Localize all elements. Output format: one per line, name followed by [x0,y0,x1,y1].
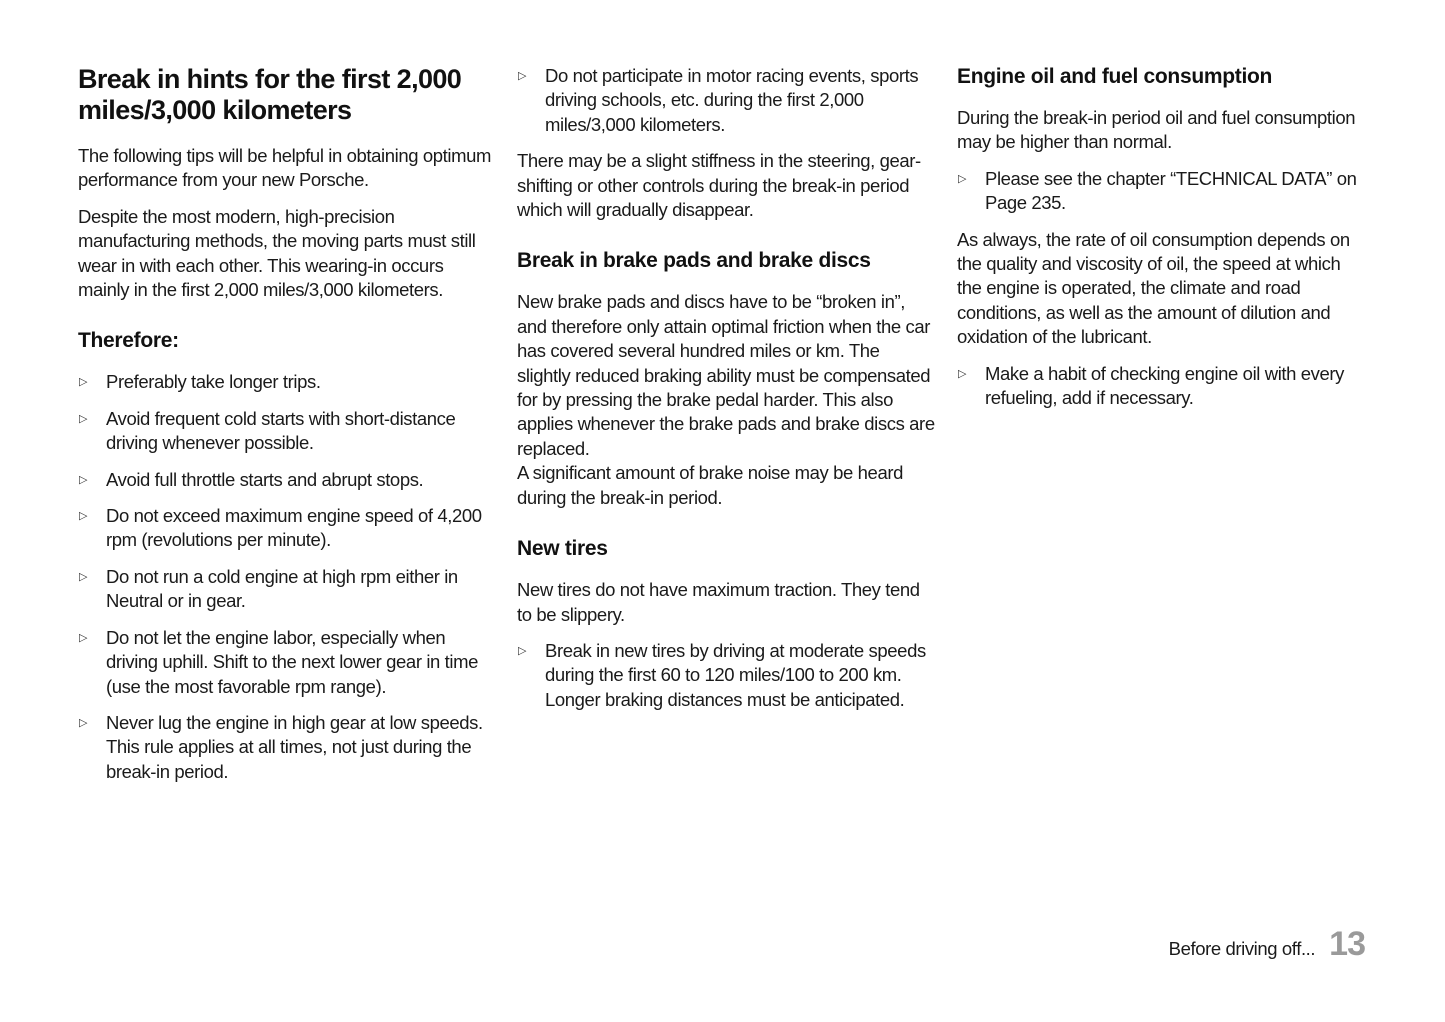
triangle-right-icon: ▷ [958,367,967,380]
oil-check-bullet-list [957,362,1369,411]
oil-fuel-heading: Engine oil and fuel consumption [957,65,1273,88]
triangle-right-icon: ▷ [79,510,88,523]
list-item: ▷ Do not exceed maximum engine speed of 4,200 rpm (revolutions per minute). [79,505,482,551]
list-item: ▷ Break in new tires by driving at moderate speeds during the first 60 to 120 miles/100 to 200 km. Longer braking distances must be anticipated. [518,639,926,710]
triangle-right-icon: ▷ [79,631,88,644]
triangle-right-icon: ▷ [79,716,88,729]
tires-heading: New tires [517,537,608,561]
brakes-paragraph: New brake pads and discs have to be “broken in”, and therefore only attain optimal friction when the car has covered several hundred miles or km. The slightly reduced braking ability must be compensated for by pressing the brake pedal harder. This also applies whenever the brake pads and brake discs are replaced. [517,291,935,459]
list-item: ▷ Do not run a cold engine at high rpm either in Neutral or in gear. [79,565,458,612]
stiffness-paragraph: There may be a slight stiffness in the steering, gear-shifting or other controls during the break-in period which will gradually disappear. [517,150,921,221]
brakes-noise-paragraph: A significant amount of brake noise may be heard during the break-in period. [517,462,903,508]
technical-data-bullet-list [957,167,1369,216]
triangle-right-icon: ▷ [518,70,527,82]
column-2 [517,60,935,724]
list-item: ▷ Please see the chapter “TECHNICAL DATA” on Page 235. [958,167,1357,214]
list-item: ▷ Do not participate in motor racing events, sports driving schools, etc. during the first 2,000 miles/3,000 kilometers. [518,65,919,135]
list-item: ▷ Do not let the engine labor, especially when driving uphill. Shift to the next lower gear in time (use the most favorable rpm range). [79,626,479,697]
intro-paragraph-1: The following tips will be helpful in obtaining optimum performance from your new Porsche. [78,145,491,191]
brakes-heading: Break in brake pads and brake discs [517,249,871,273]
list-item: ▷ Never lug the engine in high gear at low speeds. This rule applies at all times, not just during the break-in period. [79,711,483,782]
page-footer [1169,925,1365,964]
triangle-right-icon: ▷ [79,412,88,425]
triangle-right-icon: ▷ [518,644,527,657]
column-3 [957,60,1369,422]
triangle-right-icon: ▷ [958,172,967,185]
break-in-tips-list [78,370,496,784]
racing-bullet-list [517,64,935,137]
section-name: Before driving off... [1168,938,1316,959]
column-1 [78,60,496,796]
list-item: ▷ Make a habit of checking engine oil with every refueling, add if necessary. [958,362,1345,409]
therefore-heading: Therefore: [78,329,179,353]
triangle-right-icon: ▷ [79,376,88,389]
list-item: ▷ Avoid frequent cold starts with short-distance driving whenever possible. [79,407,456,454]
tires-bullet-list [517,639,935,712]
list-item: ▷ Avoid full throttle starts and abrupt stops. [78,468,496,492]
triangle-right-icon: ▷ [79,473,88,486]
oil-fuel-paragraph-1: During the break-in period oil and fuel consumption may be higher than normal. [957,107,1356,153]
triangle-right-icon: ▷ [79,570,88,583]
list-item: ▷ Preferably take longer trips. [78,370,496,394]
intro-paragraph-2: Despite the most modern, high-precision manufacturing methods, the moving parts must still wear in with each other. This wearing-in occurs mainly in the first 2,000 miles/3,000 kilometers. [78,205,476,301]
page-title: Break in hints for the first 2,000 miles/3,000 kilometers [78,64,462,125]
oil-fuel-paragraph-2: As always, the rate of oil consumption depends on the quality and viscosity of oil, the speed at which the engine is operated, the climate and road conditions, as well as the amount of dilution and oxidation of the lubricant. [957,228,1350,348]
tires-paragraph: New tires do not have maximum traction. They tend to be slippery. [517,579,920,625]
page-number: 13 [1329,925,1365,963]
